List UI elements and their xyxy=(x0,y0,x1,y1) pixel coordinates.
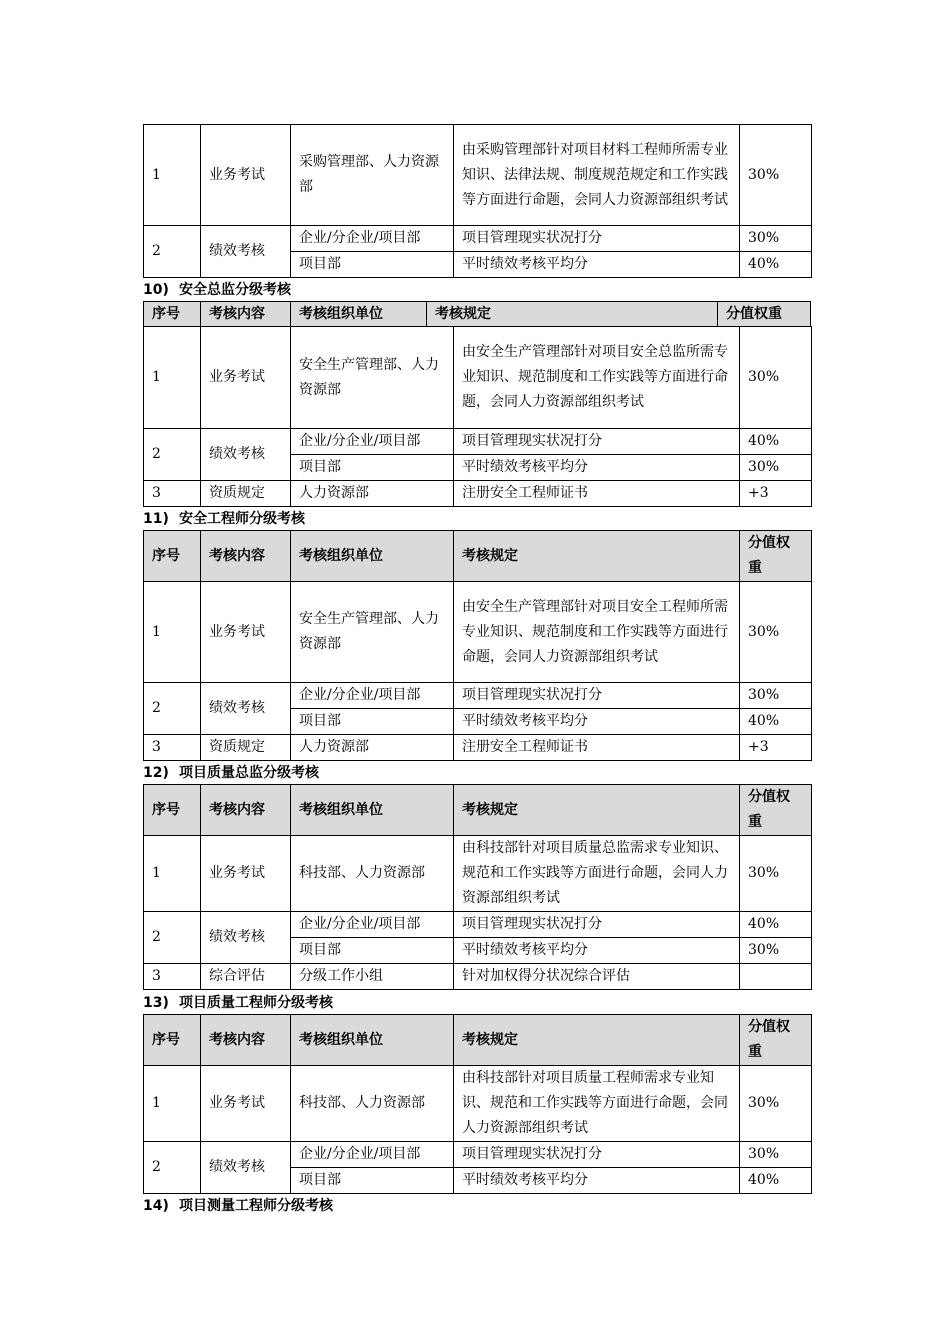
cell-content: 综合评估 xyxy=(201,964,291,990)
cell-rule: 平时绩效考核平均分 xyxy=(454,709,740,735)
cell-weight: 30% xyxy=(740,582,812,683)
cell-org: 人力资源部 xyxy=(291,481,454,507)
cell-rule: 由安全生产管理部针对项目安全总监所需专业知识、规范制度和工作实践等方面进行命题，会同人力资源部组织考试 xyxy=(454,327,740,429)
cell-weight: +3 xyxy=(740,481,812,507)
cell-weight xyxy=(740,964,812,990)
table-safety-director xyxy=(143,326,812,507)
cell-org: 科技部、人力资源部 xyxy=(291,1066,454,1142)
section-number: 10) xyxy=(143,282,169,298)
header-org: 考核组织单位 xyxy=(291,531,454,582)
table-header-row xyxy=(143,301,811,327)
cell-weight: 40% xyxy=(740,1168,812,1194)
cell-content: 业务考试 xyxy=(201,125,291,226)
cell-org: 项目部 xyxy=(291,252,454,278)
header-weight: 分值权重 xyxy=(740,1015,812,1066)
cell-content: 业务考试 xyxy=(201,836,291,912)
cell-content: 绩效考核 xyxy=(201,912,291,964)
cell-seq: 1 xyxy=(144,327,201,429)
cell-weight: 30% xyxy=(740,1066,812,1142)
cell-rule: 由科技部针对项目质量总监需求专业知识、规范和工作实践等方面进行命题，会同人力资源部组织考试 xyxy=(454,836,740,912)
section-number: 12) xyxy=(143,765,169,781)
section-title: 项目测量工程师分级考核 xyxy=(179,1198,333,1214)
section-heading-11 xyxy=(143,509,305,529)
cell-rule: 注册安全工程师证书 xyxy=(454,481,740,507)
header-org: 考核组织单位 xyxy=(291,785,454,836)
table-header-row xyxy=(144,1015,812,1066)
cell-weight: 40% xyxy=(740,252,812,278)
cell-weight: 30% xyxy=(740,125,812,226)
cell-rule: 平时绩效考核平均分 xyxy=(454,1168,740,1194)
table-row xyxy=(144,125,812,226)
cell-org: 项目部 xyxy=(291,938,454,964)
cell-weight: 30% xyxy=(740,327,812,429)
table-safety-engineer xyxy=(143,530,812,761)
cell-seq: 3 xyxy=(144,964,201,990)
table-header-row xyxy=(144,785,812,836)
cell-org: 安全生产管理部、人力资源部 xyxy=(291,327,454,429)
header-seq: 序号 xyxy=(144,785,201,836)
cell-org: 科技部、人力资源部 xyxy=(291,836,454,912)
table-row xyxy=(144,481,812,507)
table-header-row xyxy=(144,531,812,582)
cell-weight: 30% xyxy=(740,683,812,709)
table-row xyxy=(144,226,812,252)
cell-org: 安全生产管理部、人力资源部 xyxy=(291,582,454,683)
cell-weight: 40% xyxy=(740,709,812,735)
table-row xyxy=(144,735,812,761)
section-number: 13) xyxy=(143,995,169,1011)
cell-rule: 平时绩效考核平均分 xyxy=(454,938,740,964)
cell-org: 分级工作小组 xyxy=(291,964,454,990)
header-seq: 序号 xyxy=(144,1015,201,1066)
cell-org: 企业/分企业/项目部 xyxy=(291,1142,454,1168)
header-weight: 分值权重 xyxy=(740,785,812,836)
cell-org: 企业/分企业/项目部 xyxy=(291,912,454,938)
cell-content: 绩效考核 xyxy=(201,683,291,735)
cell-weight: 30% xyxy=(740,226,812,252)
header-rule: 考核规定 xyxy=(454,785,740,836)
cell-weight: 30% xyxy=(740,1142,812,1168)
cell-weight: 40% xyxy=(740,429,812,455)
cell-content: 资质规定 xyxy=(201,481,291,507)
table-row xyxy=(144,1066,812,1142)
cell-rule: 项目管理现实状况打分 xyxy=(454,1142,740,1168)
header-seq: 序号 xyxy=(144,531,201,582)
cell-seq: 2 xyxy=(144,912,201,964)
cell-seq: 1 xyxy=(144,1066,201,1142)
cell-content: 绩效考核 xyxy=(201,1142,291,1194)
cell-seq: 2 xyxy=(144,683,201,735)
cell-weight: +3 xyxy=(740,735,812,761)
header-weight: 分值权重 xyxy=(717,301,811,327)
cell-rule: 针对加权得分状况综合评估 xyxy=(454,964,740,990)
table-row xyxy=(144,582,812,683)
cell-seq: 1 xyxy=(144,582,201,683)
header-rule: 考核规定 xyxy=(454,1015,740,1066)
section-heading-13 xyxy=(143,993,333,1013)
table-quality-director xyxy=(143,784,812,990)
header-weight: 分值权重 xyxy=(740,531,812,582)
section-title: 项目质量总监分级考核 xyxy=(179,765,319,781)
table-row xyxy=(144,429,812,455)
cell-rule: 由安全生产管理部针对项目安全工程师所需专业知识、规范制度和工作实践等方面进行命题，会同人力资源部组织考试 xyxy=(454,582,740,683)
cell-org: 项目部 xyxy=(291,709,454,735)
cell-rule: 项目管理现实状况打分 xyxy=(454,912,740,938)
table-row xyxy=(144,1142,812,1168)
cell-seq: 3 xyxy=(144,481,201,507)
cell-org: 企业/分企业/项目部 xyxy=(291,226,454,252)
section-number: 11) xyxy=(143,511,169,527)
cell-org: 企业/分企业/项目部 xyxy=(291,429,454,455)
table-row xyxy=(144,836,812,912)
section-number: 14) xyxy=(143,1198,169,1214)
header-rule: 考核规定 xyxy=(454,531,740,582)
cell-seq: 2 xyxy=(144,429,201,481)
cell-weight: 30% xyxy=(740,455,812,481)
section-heading-10 xyxy=(143,280,291,300)
cell-org: 采购管理部、人力资源部 xyxy=(291,125,454,226)
cell-rule: 项目管理现实状况打分 xyxy=(454,429,740,455)
table-row xyxy=(144,912,812,938)
section-title: 项目质量工程师分级考核 xyxy=(179,995,333,1011)
cell-content: 资质规定 xyxy=(201,735,291,761)
cell-seq: 2 xyxy=(144,226,201,278)
cell-seq: 1 xyxy=(144,836,201,912)
header-content: 考核内容 xyxy=(201,1015,291,1066)
cell-weight: 40% xyxy=(740,912,812,938)
header-org: 考核组织单位 xyxy=(291,1015,454,1066)
cell-weight: 30% xyxy=(740,938,812,964)
table-row xyxy=(144,683,812,709)
cell-org: 项目部 xyxy=(291,455,454,481)
section-title: 安全工程师分级考核 xyxy=(179,511,305,527)
table-quality-engineer xyxy=(143,1014,812,1194)
cell-seq: 2 xyxy=(144,1142,201,1194)
cell-rule: 由科技部针对项目质量工程师需求专业知识、规范和工作实践等方面进行命题，会同人力资源部组织考试 xyxy=(454,1066,740,1142)
header-rule: 考核规定 xyxy=(426,301,718,327)
cell-seq: 1 xyxy=(144,125,201,226)
cell-rule: 平时绩效考核平均分 xyxy=(454,455,740,481)
table-row xyxy=(144,964,812,990)
table-material-engineer-continued xyxy=(143,124,812,278)
cell-org: 项目部 xyxy=(291,1168,454,1194)
header-content: 考核内容 xyxy=(201,785,291,836)
cell-org: 企业/分企业/项目部 xyxy=(291,683,454,709)
cell-rule: 由采购管理部针对项目材料工程师所需专业知识、法律法规、制度规范规定和工作实践等方面进行命题，会同人力资源部组织考试 xyxy=(454,125,740,226)
section-heading-14 xyxy=(143,1196,333,1216)
header-seq: 序号 xyxy=(143,301,201,327)
cell-org: 人力资源部 xyxy=(291,735,454,761)
header-org: 考核组织单位 xyxy=(290,301,427,327)
cell-content: 业务考试 xyxy=(201,582,291,683)
cell-rule: 项目管理现实状况打分 xyxy=(454,683,740,709)
cell-content: 绩效考核 xyxy=(201,226,291,278)
table-row xyxy=(144,327,812,429)
section-title: 安全总监分级考核 xyxy=(179,282,291,298)
cell-content: 绩效考核 xyxy=(201,429,291,481)
cell-rule: 平时绩效考核平均分 xyxy=(454,252,740,278)
cell-content: 业务考试 xyxy=(201,1066,291,1142)
cell-content: 业务考试 xyxy=(201,327,291,429)
cell-rule: 项目管理现实状况打分 xyxy=(454,226,740,252)
cell-weight: 30% xyxy=(740,836,812,912)
header-content: 考核内容 xyxy=(200,301,291,327)
section-heading-12 xyxy=(143,763,319,783)
cell-seq: 3 xyxy=(144,735,201,761)
cell-rule: 注册安全工程师证书 xyxy=(454,735,740,761)
header-content: 考核内容 xyxy=(201,531,291,582)
